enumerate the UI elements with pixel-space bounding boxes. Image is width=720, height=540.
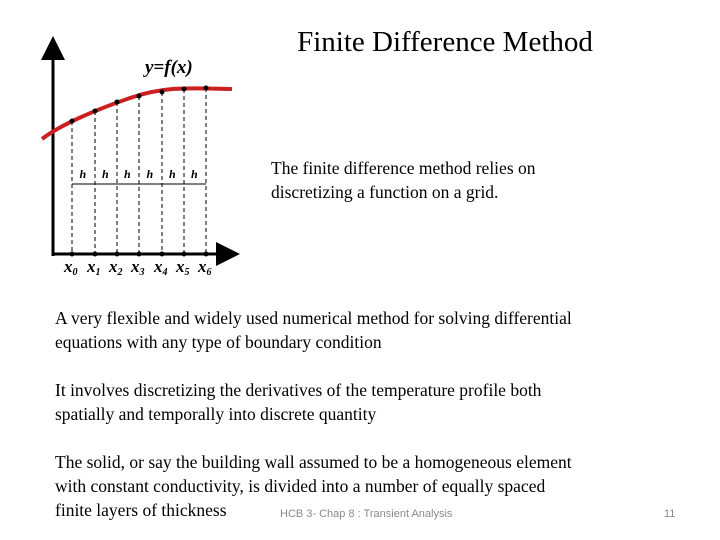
slide-title: Finite Difference Method	[297, 26, 593, 58]
x-label: x6	[198, 257, 212, 278]
intro-line: The finite difference method relies on	[271, 158, 536, 178]
x-label: x1	[87, 257, 101, 278]
function-label: y=f(x)	[145, 57, 193, 78]
paragraph-line: spatially and temporally into discrete quantity	[55, 404, 377, 424]
footer-text: HCB 3- Chap 8 : Transient Analysis	[280, 508, 453, 520]
axis-point	[160, 252, 165, 257]
curve-point	[115, 100, 120, 105]
step-label: h	[124, 167, 131, 181]
paragraph-line: finite layers of thickness	[55, 500, 227, 520]
step-label: h	[146, 167, 154, 181]
x-label: x4	[154, 257, 168, 278]
paragraph-line: with constant conductivity, is divided into a number of equally spaced	[55, 476, 546, 496]
curve-point	[160, 90, 165, 95]
step-label: h	[79, 167, 87, 181]
axis-point	[204, 252, 209, 257]
x-label: x2	[109, 257, 123, 278]
intro-line: discretizing a function on a grid.	[271, 182, 499, 202]
axis-point	[182, 252, 187, 257]
axis-point	[115, 252, 120, 257]
paragraph-line: It involves discretizing the derivatives of the temperature profile both	[55, 380, 542, 400]
step-label: h	[102, 167, 109, 181]
curve-point	[137, 94, 142, 99]
curve-point	[182, 87, 187, 92]
intro-text	[271, 156, 691, 204]
step-label: h	[169, 167, 176, 181]
curve-point	[93, 109, 98, 114]
curve-point	[204, 86, 209, 91]
x-label: x0	[64, 257, 78, 278]
paragraph-line: equations with any type of boundary condition	[55, 332, 382, 352]
finite-difference-grid-diagram	[0, 0, 260, 290]
paragraph-discretizing	[55, 378, 695, 426]
paragraph-line: A very flexible and widely used numerical method for solving differential	[55, 308, 572, 328]
axis-point	[93, 252, 98, 257]
paragraph-line: The solid, or say the building wall assumed to be a homogeneous element	[55, 452, 572, 472]
x-label: x3	[131, 257, 145, 278]
curve-point	[70, 119, 75, 124]
axis-point	[137, 252, 142, 257]
page-number: 11	[664, 508, 676, 520]
step-label: h	[191, 167, 198, 181]
paragraph-method	[55, 306, 695, 354]
axis-point	[70, 252, 75, 257]
x-label: x5	[176, 257, 190, 278]
